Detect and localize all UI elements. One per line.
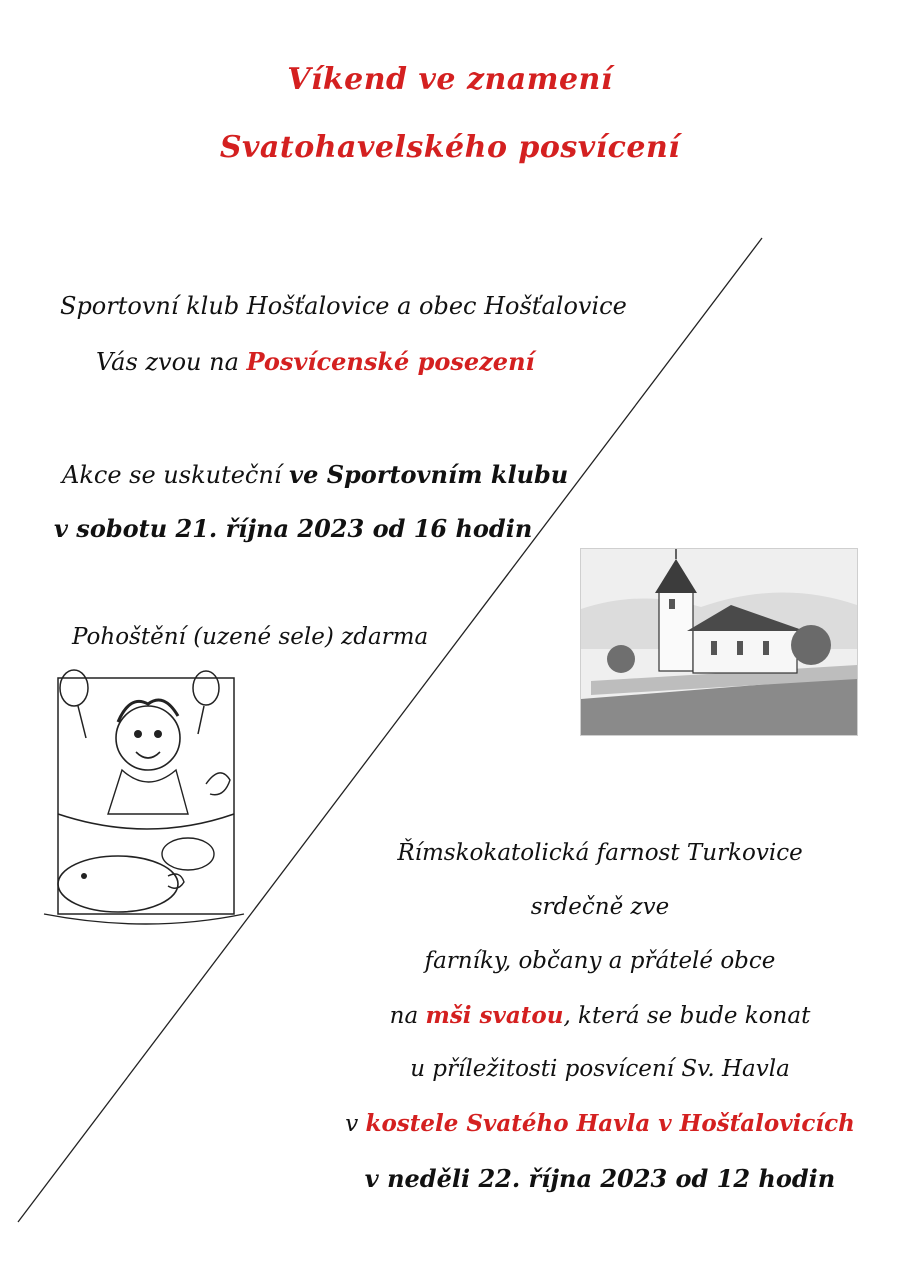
invite-line-1: Sportovní klub Hošťalovice a obec Hošťalovice [60, 292, 627, 320]
venue-prefix: Akce se uskuteční [62, 461, 290, 489]
sunday-date: v neděli 22. října 2023 od 12 hodin [364, 1164, 836, 1193]
audience-line: farníky, občany a přátelé obce [424, 948, 776, 974]
party-cartoon-illustration [38, 664, 250, 944]
title-line-2: Svatohavelského posvícení [219, 130, 681, 165]
mass-suffix: , která se bude konat [563, 1003, 811, 1029]
venue-line [62, 460, 568, 489]
church-name: kostele Svatého Havla v Hošťalovicích [365, 1110, 855, 1137]
mass-prefix: na [389, 1003, 426, 1029]
church-photo [580, 548, 858, 736]
mass-line [330, 1002, 870, 1029]
occasion-line: u příležitosti posvícení Sv. Havla [410, 1056, 790, 1082]
invites-line: srdečně zve [530, 894, 670, 920]
mass-highlight: mši svatou [425, 1002, 564, 1029]
event-name: Posvícenské posezení [246, 347, 535, 376]
invite-line-2-prefix: Vás zvou na [96, 348, 247, 376]
parish-line: Římskokatolická farnost Turkovice [397, 840, 803, 866]
title-line-1: Víkend ve znamení [287, 62, 613, 97]
refreshment-note: Pohoštění (uzené sele) zdarma [72, 624, 429, 650]
place-line [320, 1110, 880, 1137]
venue-name: ve Sportovním klubu [289, 460, 569, 489]
saturday-date: v sobotu 21. října 2023 od 16 hodin [54, 514, 533, 543]
place-prefix: v [345, 1111, 366, 1137]
invite-line-2 [96, 347, 535, 376]
